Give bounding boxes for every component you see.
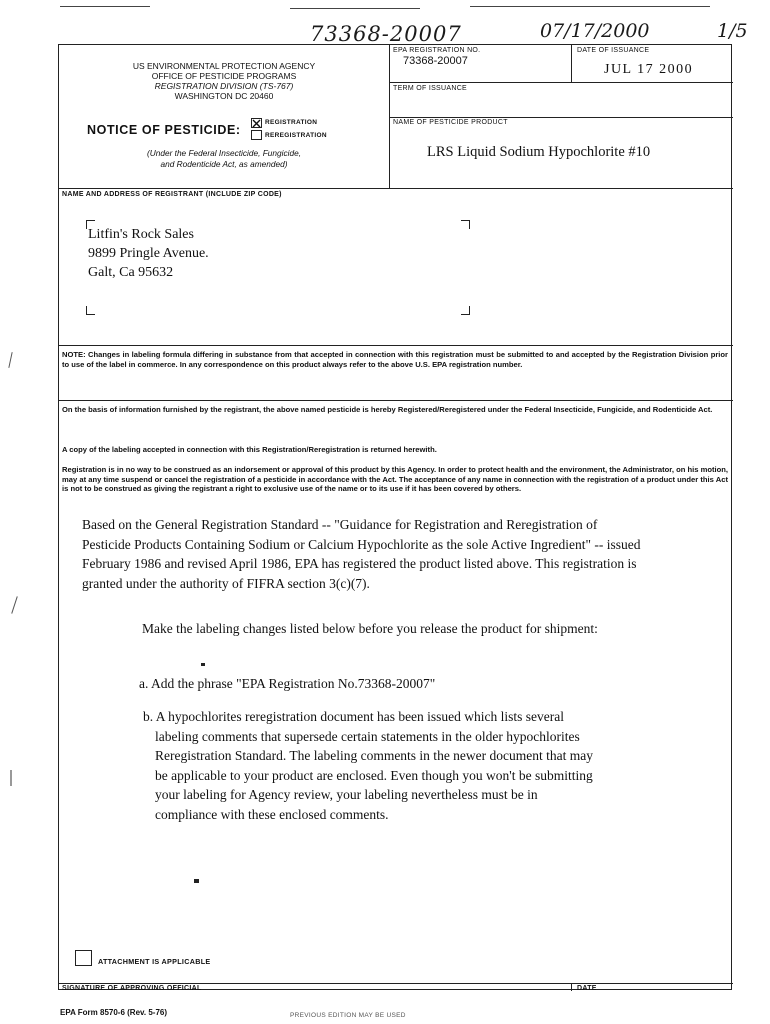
labeling-item-a: a. Add the phrase "EPA Registration No.73368-20007" bbox=[139, 676, 436, 691]
typed-paragraph-2: Make the labeling changes listed below before you release the product for shipment: bbox=[142, 621, 598, 636]
registrant-address bbox=[88, 225, 209, 282]
speck bbox=[194, 879, 199, 883]
speck bbox=[201, 663, 205, 666]
reg-no-label: EPA REGISTRATION NO. bbox=[393, 47, 481, 54]
typed-paragraph-1: Based on the General Registration Standard -- "Guidance for Registration and Reregistration of Pesticide Products Containing Sodium or Calcium Hypochlorite as the sole Active Ingredient" -- issued February 1986 and revised April 1986, EPA has registered the product listed above. This registration is granted under the authority of FIFRA section 3(c)(7). bbox=[82, 517, 641, 591]
product-label: NAME OF PESTICIDE PRODUCT bbox=[393, 119, 508, 126]
issuance-date-value: JUL 17 2000 bbox=[604, 62, 694, 77]
divider bbox=[59, 983, 733, 984]
act-note-line: and Rodenticide Act, as amended) bbox=[160, 159, 288, 169]
scan-mark-top bbox=[290, 8, 420, 9]
checked-x-icon bbox=[252, 119, 262, 128]
basis-text: On the basis of information furnished by the registrant, the above named pesticide is hereby Registered/Reregistered under the Federal Insecticide, Fungicide, and Rodenticide Act. bbox=[62, 405, 713, 414]
date-divider bbox=[571, 983, 572, 991]
signature-label: SIGNATURE OF APPROVING OFFICIAL bbox=[62, 985, 202, 992]
divider bbox=[59, 345, 733, 346]
address-corner-tr bbox=[461, 220, 470, 229]
registrant-city: Galt, Ca 95632 bbox=[88, 265, 174, 280]
registration-checkbox[interactable] bbox=[251, 118, 262, 128]
attachment-label: ATTACHMENT IS APPLICABLE bbox=[98, 957, 211, 966]
registrant-label: NAME AND ADDRESS OF REGISTRANT (INCLUDE ZIP CODE) bbox=[62, 191, 282, 198]
option-reregistration: REREGISTRATION bbox=[265, 132, 327, 139]
agency-line: OFFICE OF PESTICIDE PROGRAMS bbox=[151, 71, 297, 81]
reregistration-checkbox[interactable] bbox=[251, 130, 262, 140]
issuance-date-label: DATE OF ISSUANCE bbox=[577, 47, 650, 54]
handwritten-page: 1/5 bbox=[717, 20, 748, 42]
agency-block bbox=[59, 61, 389, 101]
reg-no-value: 73368-20007 bbox=[403, 55, 468, 67]
divider bbox=[59, 400, 733, 401]
handwritten-doc-number: 73368-20007 bbox=[310, 22, 462, 46]
divider bbox=[59, 188, 733, 189]
margin-mark bbox=[8, 352, 12, 368]
divider bbox=[389, 82, 733, 83]
scan-mark-top bbox=[470, 6, 710, 7]
reg-no-divider bbox=[571, 45, 572, 82]
address-corner-br bbox=[461, 306, 470, 315]
agency-line: US ENVIRONMENTAL PROTECTION AGENCY bbox=[132, 61, 316, 71]
form-number: EPA Form 8570-6 (Rev. 5-76) bbox=[60, 1008, 168, 1017]
note-text: NOTE: Changes in labeling formula differing in substance from that accepted in connection with this registration must be submitted to and accepted by the Registration Division prior to use of the label in commerce. In any correspondence on this product always refer to the above U.S. EPA registration number. bbox=[62, 350, 728, 369]
epa-form bbox=[58, 44, 732, 990]
agency-line: WASHINGTON DC 20460 bbox=[174, 91, 274, 101]
act-note bbox=[59, 148, 389, 170]
scan-mark-top bbox=[60, 6, 150, 7]
disclaimer-text: Registration is in no way to be construed as an indorsement or approval of this product by this Agency. In order to protect health and the environment, the Administrator, on his motion, may at any time suspend or cancel the registration of a pesticide in accordance with the Act. The acceptance of any name in connection with the registration of a product under this Act is not to be construed as giving the registrant a right to exclusive use of the name or to its use if it has been covered by others. bbox=[62, 465, 728, 494]
handwritten-date: 07/17/2000 bbox=[540, 20, 650, 42]
product-value: LRS Liquid Sodium Hypochlorite #10 bbox=[427, 144, 651, 160]
date-label: DATE bbox=[577, 985, 597, 992]
notice-title: NOTICE OF PESTICIDE: bbox=[87, 123, 241, 137]
divider bbox=[389, 117, 733, 118]
copy-text: A copy of the labeling accepted in connection with this Registration/Reregistration is returned herewith. bbox=[62, 445, 437, 454]
margin-mark bbox=[11, 596, 18, 613]
address-corner-bl bbox=[86, 306, 95, 315]
previous-edition-note: PREVIOUS EDITION MAY BE USED bbox=[290, 1012, 406, 1019]
option-registration: REGISTRATION bbox=[265, 119, 318, 126]
labeling-item-b: b. A hypochlorites reregistration document has been issued which lists several labeling comments that supersede certain statements in the older hypochlorites Reregistration Standard. The labeling comments in the newer document that may be applicable to your product are enclosed. Even though you won't be submitting your labeling for Agency review, your labeling nevertheless must be in compliance with these enclosed comments. bbox=[143, 709, 594, 822]
term-label: TERM OF ISSUANCE bbox=[393, 85, 468, 92]
act-note-line: (Under the Federal Insecticide, Fungicide, bbox=[146, 148, 302, 158]
registrant-name: Litfin's Rock Sales bbox=[88, 227, 194, 242]
registrant-street: 9899 Pringle Avenue. bbox=[88, 246, 209, 261]
agency-line: REGISTRATION DIVISION (TS-767) bbox=[154, 81, 294, 91]
attachment-checkbox[interactable] bbox=[75, 950, 92, 966]
margin-mark bbox=[10, 770, 12, 786]
